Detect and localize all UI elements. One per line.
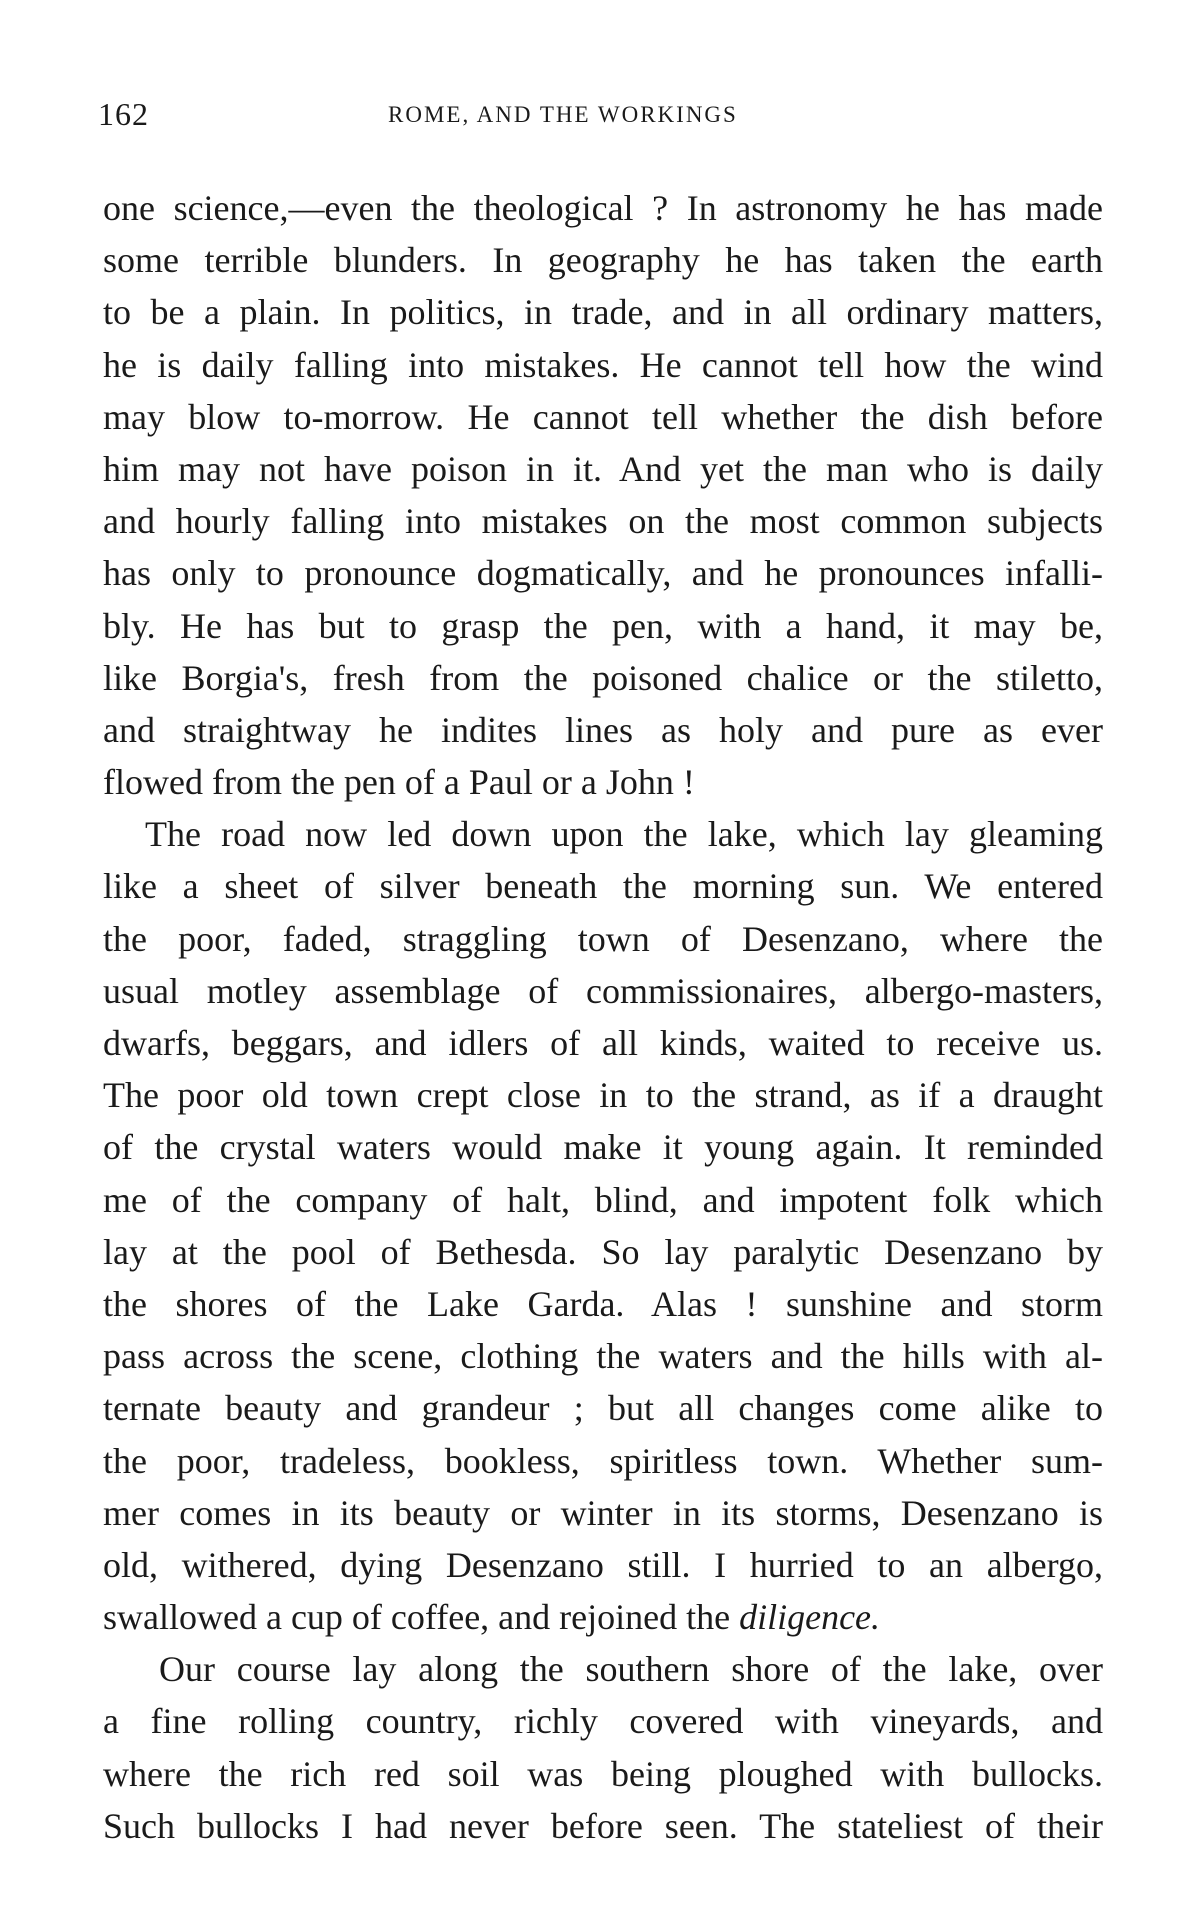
- body-text: [103, 182, 1103, 1852]
- running-head: ROME, AND THE WORKINGS: [388, 102, 738, 127]
- text-line: of the crystal waters would make it young again. It reminded: [103, 1127, 1103, 1168]
- text-line: has only to pronounce dogmatically, and he pronounces infalli-: [103, 553, 1103, 594]
- text-line: Our course lay along the southern shore of the lake, over: [159, 1649, 1103, 1690]
- text-line: The road now led down upon the lake, which lay gleaming: [145, 814, 1103, 855]
- text-line: Such bullocks I had never before seen. The stateliest of their: [103, 1805, 1103, 1846]
- text-line: me of the company of halt, blind, and impotent folk which: [103, 1179, 1103, 1220]
- text-line: old, withered, dying Desenzano still. I hurried to an albergo,: [103, 1544, 1103, 1585]
- text-line: lay at the pool of Bethesda. So lay paralytic Desenzano by: [103, 1231, 1103, 1272]
- text-line: The poor old town crept close in to the strand, as if a draught: [103, 1075, 1103, 1116]
- text-line: to be a plain. In politics, in trade, and in all ordinary matters,: [103, 292, 1103, 333]
- paragraph-1: [103, 182, 1103, 808]
- italic-word: diligence.: [739, 1597, 881, 1638]
- text-line: some terrible blunders. In geography he has taken the earth: [103, 240, 1103, 281]
- page-header: [98, 96, 1098, 136]
- text-line: like a sheet of silver beneath the morning sun. We entered: [103, 866, 1103, 907]
- text-line: like Borgia's, fresh from the poisoned chalice or the stiletto,: [103, 657, 1103, 698]
- paragraph-2: [103, 808, 1103, 1643]
- page-number: 162: [98, 96, 149, 132]
- text-run: swallowed a cup of coffee, and rejoined the: [103, 1597, 740, 1638]
- text-line: pass across the scene, clothing the waters and the hills with al-: [103, 1336, 1103, 1377]
- text-line: the poor, tradeless, bookless, spiritless town. Whether sum-: [103, 1440, 1103, 1481]
- text-line: usual motley assemblage of commissionaires, albergo-masters,: [103, 970, 1103, 1011]
- text-line: he is daily falling into mistakes. He cannot tell how the wind: [103, 344, 1103, 385]
- text-line-final: [103, 1591, 1103, 1643]
- text-line: mer comes in its beauty or winter in its storms, Desenzano is: [103, 1492, 1103, 1533]
- text-line: and hourly falling into mistakes on the most common subjects: [103, 501, 1103, 542]
- text-line: flowed from the pen of a Paul or a John !: [103, 762, 695, 803]
- text-line: bly. He has but to grasp the pen, with a hand, it may be,: [103, 605, 1103, 646]
- text-line: a fine rolling country, richly covered with vineyards, and: [103, 1701, 1103, 1742]
- text-line: the shores of the Lake Garda. Alas ! sunshine and storm: [103, 1283, 1103, 1324]
- text-line: may blow to-morrow. He cannot tell whether the dish before: [103, 396, 1103, 437]
- text-line: and straightway he indites lines as holy and pure as ever: [103, 709, 1103, 750]
- text-line: ternate beauty and grandeur ; but all changes come alike to: [103, 1388, 1103, 1429]
- text-line: him may not have poison in it. And yet the man who is daily: [103, 448, 1103, 489]
- text-line: one science,—even the theological ? In astronomy he has made: [103, 188, 1103, 228]
- text-line: the poor, faded, straggling town of Desenzano, where the: [103, 918, 1103, 959]
- text-line: dwarfs, beggars, and idlers of all kinds, waited to receive us.: [103, 1023, 1103, 1063]
- text-line: where the rich red soil was being ploughed with bullocks.: [103, 1753, 1103, 1794]
- paragraph-3: [103, 1643, 1103, 1852]
